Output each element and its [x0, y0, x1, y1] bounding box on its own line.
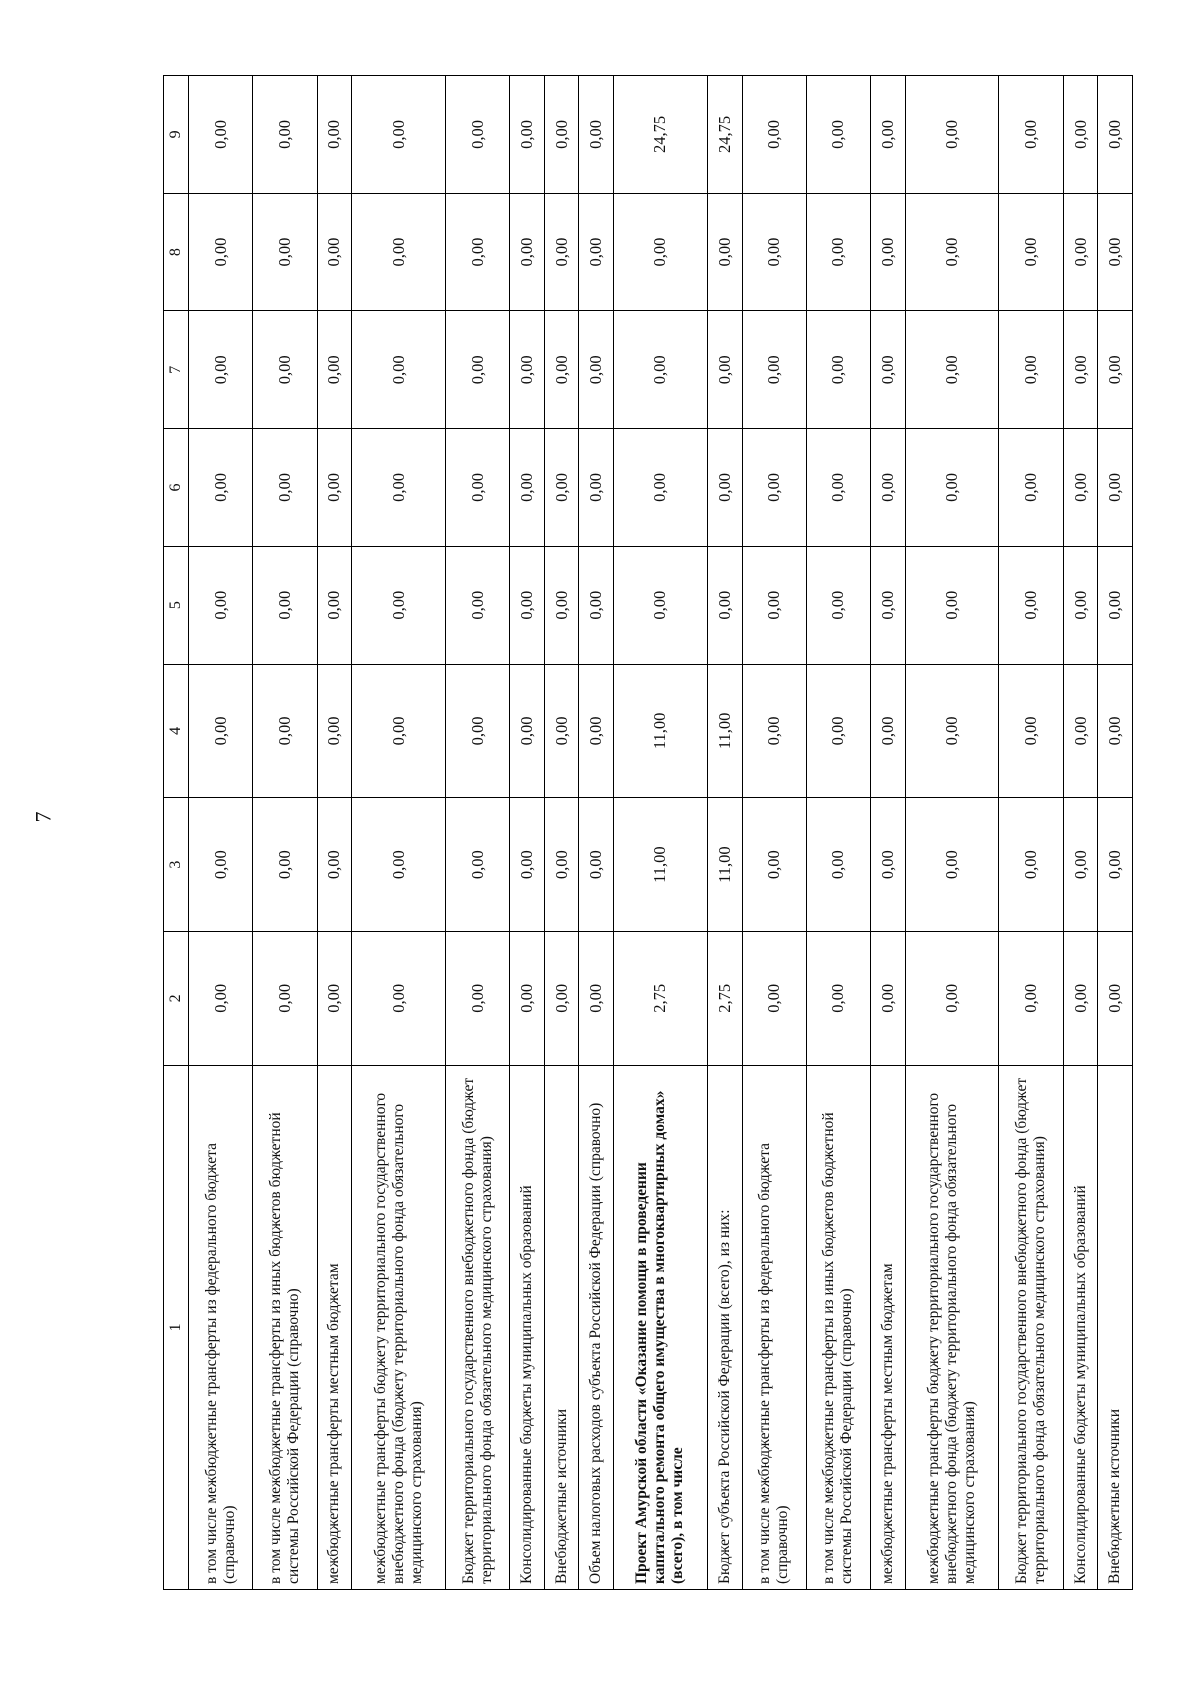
value-cell: 0,00: [445, 664, 509, 798]
table-row: [806, 76, 870, 1590]
value-cell: 0,00: [544, 311, 579, 429]
value-cell: 0,00: [510, 931, 545, 1065]
value-cell: 0,00: [1063, 76, 1098, 194]
row-label: в том числе межбюджетные трансферты из федерального бюджета (справочно): [189, 1065, 253, 1589]
row-label: в том числе межбюджетные трансферты из федерального бюджета (справочно): [742, 1065, 806, 1589]
value-cell: 0,00: [742, 311, 806, 429]
value-cell: 0,00: [544, 546, 579, 664]
row-label: Внебюджетные источники: [544, 1065, 579, 1589]
value-cell: 0,00: [579, 311, 614, 429]
value-cell: 0,00: [1063, 193, 1098, 311]
value-cell: 0,00: [317, 664, 352, 798]
value-cell: 0,00: [189, 546, 253, 664]
row-label: Проект Амурской области «Оказание помощи в проведении капитального ремонта общего имущества в многоквартирных домах» (всего), в том числе: [614, 1065, 708, 1589]
value-cell: 0,00: [510, 546, 545, 664]
value-cell: 0,00: [317, 546, 352, 664]
value-cell: 0,00: [445, 311, 509, 429]
value-cell: 0,00: [579, 798, 614, 932]
table-body: [189, 76, 1133, 1590]
value-cell: 0,00: [510, 193, 545, 311]
value-cell: 0,00: [707, 193, 742, 311]
value-cell: 0,00: [806, 311, 870, 429]
value-cell: 0,00: [742, 798, 806, 932]
value-cell: 0,00: [445, 429, 509, 547]
table-row: [579, 76, 614, 1590]
value-cell: 0,00: [510, 429, 545, 547]
value-cell: 0,00: [579, 76, 614, 194]
value-cell: 0,00: [742, 76, 806, 194]
row-label: Бюджет территориального государственного внебюджетного фонда (бюджет территориального фонда обязательного медицинского страхования): [445, 1065, 509, 1589]
value-cell: 0,00: [1098, 76, 1133, 194]
value-cell: 0,00: [614, 546, 708, 664]
value-cell: 0,00: [905, 931, 999, 1065]
value-cell: 11,00: [614, 664, 708, 798]
value-cell: 0,00: [317, 931, 352, 1065]
value-cell: 11,00: [614, 798, 708, 932]
value-cell: 0,00: [253, 546, 317, 664]
header-cell: 7: [164, 311, 189, 429]
row-label: межбюджетные трансферты бюджету территориального государственного внебюджетного фонда (бюджету территориального фонда обязательного медицинского страхования): [905, 1065, 999, 1589]
value-cell: 0,00: [905, 311, 999, 429]
table-row: [1063, 76, 1098, 1590]
value-cell: 0,00: [806, 546, 870, 664]
value-cell: 0,00: [579, 429, 614, 547]
value-cell: 0,00: [445, 931, 509, 1065]
value-cell: 0,00: [1098, 429, 1133, 547]
value-cell: 0,00: [544, 798, 579, 932]
value-cell: 0,00: [352, 311, 446, 429]
row-label: в том числе межбюджетные трансферты из иных бюджетов бюджетной системы Российской Федерации (справочно): [253, 1065, 317, 1589]
value-cell: 0,00: [614, 311, 708, 429]
value-cell: 0,00: [352, 664, 446, 798]
value-cell: 0,00: [742, 546, 806, 664]
value-cell: 0,00: [999, 311, 1063, 429]
header-cell: 3: [164, 798, 189, 932]
value-cell: 0,00: [999, 798, 1063, 932]
header-cell: 1: [164, 1065, 189, 1589]
table-row: [510, 76, 545, 1590]
value-cell: 0,00: [999, 76, 1063, 194]
value-cell: 0,00: [579, 664, 614, 798]
value-cell: 0,00: [742, 193, 806, 311]
value-cell: 0,00: [352, 429, 446, 547]
value-cell: 0,00: [871, 798, 906, 932]
value-cell: 0,00: [189, 664, 253, 798]
value-cell: 0,00: [253, 311, 317, 429]
value-cell: 0,00: [806, 429, 870, 547]
table-row: [544, 76, 579, 1590]
value-cell: 0,00: [806, 798, 870, 932]
rotated-table-container: [163, 75, 1133, 1590]
value-cell: 0,00: [871, 931, 906, 1065]
value-cell: 2,75: [614, 931, 708, 1065]
value-cell: 0,00: [871, 664, 906, 798]
value-cell: 0,00: [352, 931, 446, 1065]
value-cell: 0,00: [614, 193, 708, 311]
value-cell: 0,00: [999, 429, 1063, 547]
value-cell: 0,00: [871, 546, 906, 664]
row-label: межбюджетные трансферты местным бюджетам: [317, 1065, 352, 1589]
value-cell: 0,00: [317, 429, 352, 547]
value-cell: 11,00: [707, 664, 742, 798]
value-cell: 0,00: [905, 798, 999, 932]
value-cell: 0,00: [253, 931, 317, 1065]
table-row: [905, 76, 999, 1590]
value-cell: 0,00: [742, 429, 806, 547]
header-row: [164, 76, 189, 1590]
value-cell: 0,00: [1063, 429, 1098, 547]
header-cell: 4: [164, 664, 189, 798]
value-cell: 0,00: [253, 798, 317, 932]
table-row: [742, 76, 806, 1590]
row-label: Внебюджетные источники: [1098, 1065, 1133, 1589]
row-label: Бюджет территориального государственного внебюджетного фонда (бюджет территориального фонда обязательного медицинского страхования): [999, 1065, 1063, 1589]
value-cell: 0,00: [905, 76, 999, 194]
value-cell: 11,00: [707, 798, 742, 932]
value-cell: 0,00: [510, 664, 545, 798]
header-cell: 9: [164, 76, 189, 194]
value-cell: 0,00: [189, 798, 253, 932]
row-label: в том числе межбюджетные трансферты из иных бюджетов бюджетной системы Российской Федерации (справочно): [806, 1065, 870, 1589]
table-row: [871, 76, 906, 1590]
value-cell: 0,00: [253, 76, 317, 194]
value-cell: 0,00: [317, 798, 352, 932]
value-cell: 0,00: [352, 76, 446, 194]
value-cell: 0,00: [1063, 931, 1098, 1065]
value-cell: 0,00: [510, 311, 545, 429]
value-cell: 0,00: [905, 546, 999, 664]
value-cell: 24,75: [707, 76, 742, 194]
table-row: [352, 76, 446, 1590]
value-cell: 0,00: [905, 664, 999, 798]
value-cell: 0,00: [905, 193, 999, 311]
value-cell: 0,00: [253, 193, 317, 311]
budget-table: [163, 75, 1133, 1590]
table-row: [189, 76, 253, 1590]
value-cell: 0,00: [806, 193, 870, 311]
value-cell: 0,00: [189, 193, 253, 311]
table-row: [614, 76, 708, 1590]
value-cell: 0,00: [707, 546, 742, 664]
value-cell: 0,00: [999, 193, 1063, 311]
value-cell: 0,00: [445, 76, 509, 194]
value-cell: 2,75: [707, 931, 742, 1065]
value-cell: 0,00: [189, 311, 253, 429]
value-cell: 0,00: [1098, 546, 1133, 664]
value-cell: 0,00: [352, 798, 446, 932]
value-cell: 0,00: [742, 931, 806, 1065]
value-cell: 0,00: [189, 931, 253, 1065]
value-cell: 0,00: [1063, 546, 1098, 664]
value-cell: 0,00: [579, 546, 614, 664]
value-cell: 0,00: [871, 76, 906, 194]
value-cell: 0,00: [871, 311, 906, 429]
value-cell: 0,00: [1098, 931, 1133, 1065]
row-label: Консолидированные бюджеты муниципальных образований: [1063, 1065, 1098, 1589]
value-cell: 0,00: [1063, 798, 1098, 932]
value-cell: 0,00: [871, 193, 906, 311]
value-cell: 0,00: [579, 931, 614, 1065]
value-cell: 0,00: [445, 193, 509, 311]
value-cell: 0,00: [999, 546, 1063, 664]
value-cell: 0,00: [317, 76, 352, 194]
value-cell: 0,00: [253, 429, 317, 547]
table-row: [317, 76, 352, 1590]
value-cell: 0,00: [352, 193, 446, 311]
value-cell: 0,00: [579, 193, 614, 311]
value-cell: 0,00: [806, 76, 870, 194]
value-cell: 0,00: [189, 429, 253, 547]
value-cell: 0,00: [253, 664, 317, 798]
value-cell: 0,00: [544, 193, 579, 311]
value-cell: 0,00: [510, 798, 545, 932]
row-label: Консолидированные бюджеты муниципальных образований: [510, 1065, 545, 1589]
value-cell: 0,00: [1063, 311, 1098, 429]
page-number: 7: [30, 811, 56, 823]
table-row: [445, 76, 509, 1590]
table-row: [999, 76, 1063, 1590]
value-cell: 0,00: [317, 193, 352, 311]
value-cell: 0,00: [806, 931, 870, 1065]
value-cell: 0,00: [445, 798, 509, 932]
table-row: [1098, 76, 1133, 1590]
table-row: [253, 76, 317, 1590]
value-cell: 0,00: [352, 546, 446, 664]
row-label: межбюджетные трансферты местным бюджетам: [871, 1065, 906, 1589]
value-cell: 0,00: [1098, 193, 1133, 311]
value-cell: 0,00: [1098, 664, 1133, 798]
value-cell: 0,00: [742, 664, 806, 798]
value-cell: 0,00: [905, 429, 999, 547]
value-cell: 0,00: [510, 76, 545, 194]
value-cell: 0,00: [1098, 311, 1133, 429]
value-cell: 0,00: [1098, 798, 1133, 932]
value-cell: 0,00: [544, 429, 579, 547]
value-cell: 0,00: [445, 546, 509, 664]
value-cell: 0,00: [614, 429, 708, 547]
value-cell: 0,00: [1063, 664, 1098, 798]
header-cell: 5: [164, 546, 189, 664]
row-label: Бюджет субъекта Российской Федерации (всего), из них:: [707, 1065, 742, 1589]
value-cell: 0,00: [544, 664, 579, 798]
value-cell: 0,00: [544, 931, 579, 1065]
value-cell: 0,00: [707, 311, 742, 429]
value-cell: 24,75: [614, 76, 708, 194]
header-cell: 2: [164, 931, 189, 1065]
value-cell: 0,00: [999, 664, 1063, 798]
header-cell: 8: [164, 193, 189, 311]
value-cell: 0,00: [544, 76, 579, 194]
value-cell: 0,00: [999, 931, 1063, 1065]
table-row: [707, 76, 742, 1590]
value-cell: 0,00: [871, 429, 906, 547]
value-cell: 0,00: [189, 76, 253, 194]
row-label: межбюджетные трансферты бюджету территориального государственного внебюджетного фонда (бюджету территориального фонда обязательного медицинского страхования): [352, 1065, 446, 1589]
value-cell: 0,00: [806, 664, 870, 798]
header-cell: 6: [164, 429, 189, 547]
row-label: Объем налоговых расходов субъекта Российской Федерации (справочно): [579, 1065, 614, 1589]
value-cell: 0,00: [317, 311, 352, 429]
value-cell: 0,00: [707, 429, 742, 547]
